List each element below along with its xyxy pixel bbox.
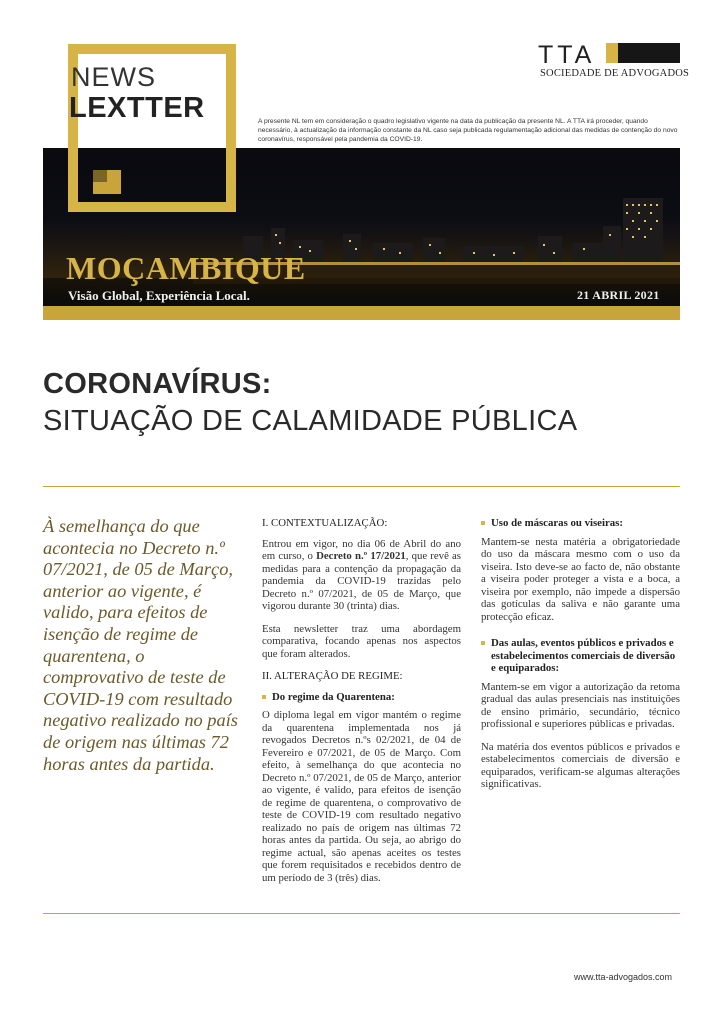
subsection-heading: [262, 691, 461, 704]
paragraph: Esta newsletter traz uma abordagem comparativa, focando apenas nos aspectos que foram alterados.: [262, 622, 461, 660]
right-column: [481, 517, 680, 801]
newsletter-word-news: NEWS: [71, 62, 156, 92]
dark-square-decoration: [93, 170, 107, 182]
paragraph: Mantem-se em vigor a autorização da retoma gradual das aulas presenciais nas instituições de ensino primário, secundário, técnico profissional e superiores públicas e privadas.: [481, 680, 680, 730]
bottom-divider: [43, 913, 680, 914]
decree-reference: Decreto n.º 17/2021: [316, 550, 406, 562]
pull-quote: À semelhança do que acontecia no Decreto n.º 07/2021, de 05 de Março, anterior ao vigente, é valido, para efeitos de isenção de regime de quarentena, o comprovativo de teste de COVID-19 com resultado negativo realizado no país de origem nas últimas 72 horas antes da partida.: [43, 516, 238, 774]
article-title-line1: CORONAVÍRUS:: [43, 368, 272, 400]
bullet-icon: [262, 695, 266, 699]
firm-subtitle: SOCIEDADE DE ADVOGADOS: [540, 68, 690, 79]
middle-column: [262, 517, 461, 894]
newsletter-word-lextter: LEXTTER: [69, 92, 205, 124]
firm-logo: TTA: [538, 41, 596, 69]
subsection-heading: [481, 517, 680, 530]
article-title-line2: SITUAÇÃO DE CALAMIDADE PÚBLICA: [43, 405, 578, 437]
slogan: Visão Global, Experiência Local.: [68, 288, 250, 303]
text-run: , que revê as medidas para a contenção da propagação da pandemia da COVID-19 trazidas pelo Decreto n.º 07/2021, de 05 de Março, que vigorou durante 30 (trinta) dias.: [262, 550, 461, 612]
bullet-icon: [481, 521, 485, 525]
gold-bar: [43, 306, 680, 320]
website-link[interactable]: www.tta-advogados.com: [574, 972, 673, 982]
issue-date: 21 ABRIL 2021: [577, 288, 660, 302]
section-heading: I. CONTEXTUALIZAÇÃO:: [262, 517, 388, 529]
paragraph: Na matéria dos eventos públicos e privados e estabelecimentos comerciais de diversão e equiparados, verificam-se algumas alterações significativas.: [481, 740, 680, 790]
top-divider: [43, 486, 680, 487]
subsection-label: Do regime da Quarentena:: [272, 690, 395, 703]
section-heading: II. ALTERAÇÃO DE REGIME:: [262, 670, 403, 682]
text-run: Entrou em vigor, no dia 06 de Abril do ano em curso, o: [262, 537, 461, 562]
subsection-heading: [481, 637, 680, 675]
paragraph: Mantem-se nesta matéria a obrigatoriedade do uso da máscara mesmo com o uso da viseira. Isto deve-se ao facto de, não obstante a viseira poder proteger a vista e a boca, a viseira por exemplo, não impede a dispersão das gotículas da saliva e não garante uma protecção eficaz.: [481, 535, 680, 623]
subsection-label: Das aulas, eventos públicos e privados e estabelecimentos comerciais de diversão e equiparados:: [491, 637, 676, 674]
paragraph: [262, 538, 461, 613]
logo-bar-accent: [606, 43, 618, 63]
bullet-icon: [481, 641, 485, 645]
subsection-label: Uso de máscaras ou viseiras:: [491, 517, 623, 529]
country-title: MOÇAMBIQUE: [66, 250, 306, 286]
disclaimer-text: A presente NL tem em consideração o quadro legislativo vigente na data da publicação da presente NL. A TTA irá proceder, quando necessário, à actualização da informação constante da NL caso seja publicada regulamentação adicional das medidas de contenção do novo coronavírus, responsável pela pandemia da COVID-19.: [258, 118, 678, 143]
paragraph: O diploma legal em vigor mantém o regime da quarentena implementada nos já revogados Decretos n.ºs 02/2021, de 04 de Fevereiro e 07/2021, de 05 de Março. Com efeito, à semelhança do que acontecia no Decreto n.º 07/2021, de 05 de Março, anterior ao vigente, é valido, para efeitos de isenção de regime de quarentena, o comprovativo de teste de COVID-19 com resultado negativo realizado no país de origem nas últimas 72 horas antes da partida. Ou seja, ao abrigo do regime actual, são apenas aceites os testes que forem requisitados e recebidos dentro de um período de 3 (três) dias.: [262, 709, 461, 884]
